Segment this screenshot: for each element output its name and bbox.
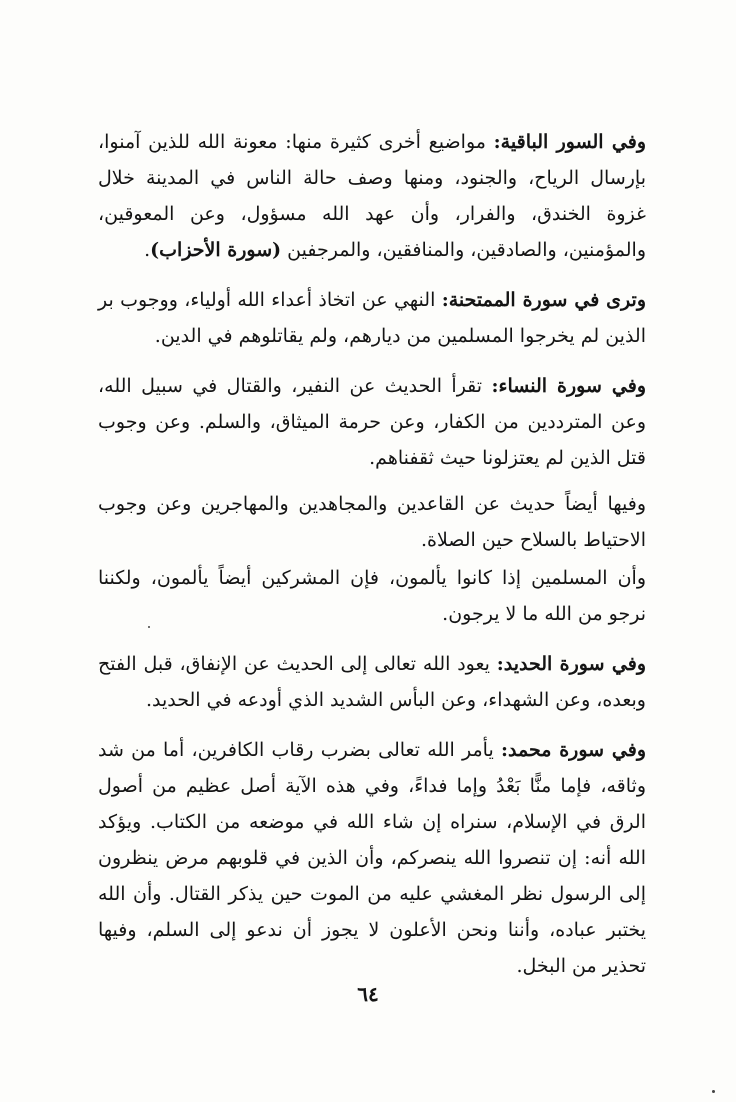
paragraph-hadid <box>98 646 646 718</box>
paragraph-body: يعود الله تعالى إلى الحديث عن الإنفاق، قبل الفتح وبعده، وعن الشهداء، وعن البأس الشديد الذي أودعه في الحديد. <box>98 653 646 711</box>
paragraph-remaining-surahs <box>98 124 646 268</box>
paragraph-lead: وفي السور الباقية: <box>493 131 646 153</box>
paragraph-lead: وفي سورة النساء: <box>491 375 647 397</box>
paragraph-nisa <box>98 368 646 476</box>
paragraph-body: يأمر الله تعالى بضرب رقاب الكافرين، أما من شد وثاقه، فإما منًّا بَعْدُ وإما فداءً، وفي هذه الآية أصل عظيم من أصول الرق في الإسلام، سنراه إن شاء الله في موضعه من الكتاب. ويؤكد الله أنه: إن تنصروا الله ينصركم، وأن الذين في قلوبهم مرض ينظرون إلى الرسول نظر المغشي عليه من الموت حين يذكر القتال. وأن الله يختبر عباده، وأننا ونحن الأعلون لا يجوز أن ندعو إلى السلم، وفيها تحذير من البخل. <box>98 739 646 977</box>
paragraph-body: مواضيع أخرى كثيرة منها: معونة الله للذين آمنوا، بإرسال الرياح، والجنود، ومنها وصف حالة الناس في المدينة خلال غزوة الخندق، والفرار، وأن عهد الله مسؤول، وعن المعوقين، والمؤمنين، والصادقين، والمنافقين، والمرجفين <box>98 131 646 261</box>
paragraph-tail: . <box>144 239 151 261</box>
paragraph-body: وفيها أيضاً حديث عن القاعدين والمجاهدين والمهاجرين وعن وجوب الاحتياط بالسلاح حين الصلاة. <box>98 493 646 551</box>
paragraph-body: وأن المسلمين إذا كانوا يألمون، فإن المشركين أيضاً يألمون، ولكننا نرجو من الله ما لا يرجون. <box>98 567 646 625</box>
surah-reference: (سورة الأحزاب) <box>150 239 282 261</box>
paragraph-lead: وفي سورة محمد: <box>500 739 646 761</box>
scan-speck <box>712 1090 715 1093</box>
page-text <box>98 124 646 984</box>
paragraph-nisa-hope <box>98 560 646 632</box>
paragraph-muhammad <box>98 732 646 984</box>
page-number: ٦٤ <box>357 982 379 1006</box>
paragraph-body: تقرأ الحديث عن النفير، والقتال في سبيل الله، وعن المترددين من الكفار، وعن حرمة الميثاق، والسلم. وعن وجوب قتل الذين لم يعتزلونا حيث ثقفناهم. <box>98 375 646 469</box>
paragraph-mumtahana <box>98 282 646 354</box>
paragraph-lead: وترى في سورة الممتحنة: <box>441 289 647 311</box>
paragraph-lead: وفي سورة الحديد: <box>496 653 646 675</box>
paragraph-nisa-continued <box>98 486 646 558</box>
paragraph-body: النهي عن اتخاذ أعداء الله أولياء، ووجوب بر الذين لم يخرجوا المسلمين من ديارهم، ولم يقاتلوهم في الدين. <box>98 289 646 347</box>
scan-speck <box>148 626 150 628</box>
